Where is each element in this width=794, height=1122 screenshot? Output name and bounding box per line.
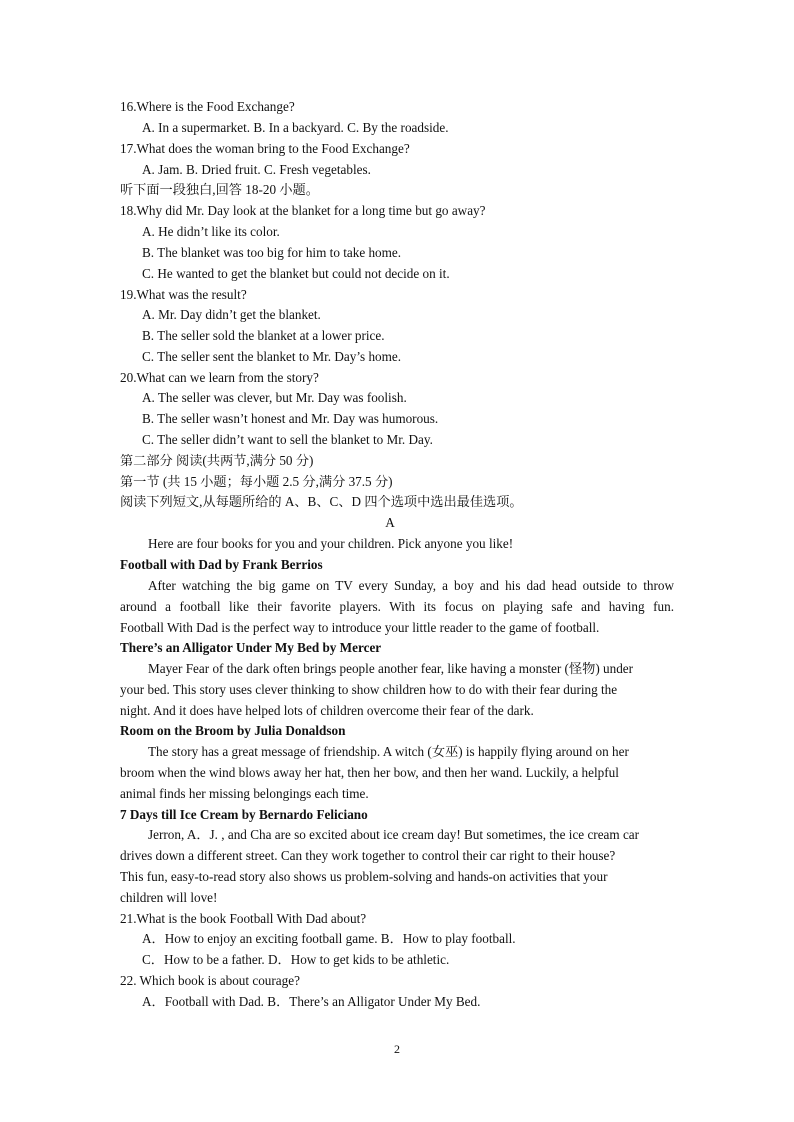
book-2-line-2: your bed. This story uses clever thinking to show children how to do with their fear during the	[120, 682, 618, 697]
q19-option-c: C. The seller sent the blanket to Mr. Day’s home.	[142, 349, 402, 364]
book-1-line-1: After watching the big game on TV every Sunday, a boy and his dad head outside to throw	[148, 578, 674, 593]
passage-label: A	[385, 515, 395, 530]
question-22: 22. Which book is about courage?	[120, 973, 300, 988]
book-title-3: Room on the Broom by Julia Donaldson	[120, 723, 346, 738]
book-4-line-4: children will love!	[120, 890, 218, 905]
book-3-line-1: The story has a great message of friendship. A witch (女巫) is happily flying around on her	[148, 744, 629, 759]
reading-instruction: 阅读下列短文,从每题所给的 A、B、C、D 四个选项中选出最佳选项。	[120, 494, 523, 509]
q21-options-cd: C．How to be a father. D．How to get kids to be athletic.	[142, 952, 450, 967]
question-19: 19.What was the result?	[120, 287, 247, 302]
q21-options-ab: A．How to enjoy an exciting football game. B．How to play football.	[142, 931, 516, 946]
q20-option-c: C. The seller didn’t want to sell the blanket to Mr. Day.	[142, 432, 433, 447]
q16-options: A. In a supermarket. B. In a backyard. C. By the roadside.	[142, 120, 449, 135]
q19-option-a: A. Mr. Day didn’t get the blanket.	[142, 307, 321, 322]
book-title-2: There’s an Alligator Under My Bed by Mercer	[120, 640, 382, 655]
part-two-heading: 第二部分 阅读(共两节,满分 50 分)	[120, 453, 314, 468]
question-16: 16.Where is the Food Exchange?	[120, 99, 295, 114]
section-one-heading: 第一节 (共 15 小题；每小题 2.5 分,满分 37.5 分)	[120, 474, 393, 489]
book-title-4: 7 Days till Ice Cream by Bernardo Feliciano	[120, 807, 368, 822]
book-2-line-1: Mayer Fear of the dark often brings people another fear, like having a monster (怪物) under	[148, 661, 634, 676]
question-21: 21.What is the book Football With Dad about?	[120, 911, 367, 926]
passage-intro: Here are four books for you and your children. Pick anyone you like!	[148, 536, 514, 551]
q20-option-b: B. The seller wasn’t honest and Mr. Day was humorous.	[142, 411, 439, 426]
q19-option-b: B. The seller sold the blanket at a lower price.	[142, 328, 385, 343]
question-17: 17.What does the woman bring to the Food Exchange?	[120, 141, 410, 156]
q18-option-c: C. He wanted to get the blanket but could not decide on it.	[142, 266, 450, 281]
q18-option-a: A. He didn’t like its color.	[142, 224, 280, 239]
section-instruction: 听下面一段独白,回答 18-20 小题。	[120, 182, 319, 197]
question-20: 20.What can we learn from the story?	[120, 370, 319, 385]
q18-option-b: B. The blanket was too big for him to take home.	[142, 245, 402, 260]
book-3-line-3: animal finds her missing belongings each time.	[120, 786, 369, 801]
book-3-line-2: broom when the wind blows away her hat, then her bow, and then her wand. Luckily, a helpful	[120, 765, 619, 780]
book-title-1: Football with Dad by Frank Berrios	[120, 557, 323, 572]
book-4-line-1: Jerron, A．J. , and Cha are so excited about ice cream day! But sometimes, the ice cream car	[148, 827, 640, 842]
book-2-line-3: night. And it does have helped lots of children overcome their fear of the dark.	[120, 703, 534, 718]
book-1-line-2: around a football like their favorite players. With its focus on playing safe and having fun.	[120, 599, 674, 614]
question-18: 18.Why did Mr. Day look at the blanket for a long time but go away?	[120, 203, 486, 218]
q20-option-a: A. The seller was clever, but Mr. Day was foolish.	[142, 390, 407, 405]
page-number: 2	[394, 1042, 400, 1056]
book-4-line-3: This fun, easy-to-read story also shows us problem-solving and hands-on activities that your	[120, 869, 608, 884]
book-4-line-2: drives down a different street. Can they work together to control their car right to their house?	[120, 848, 616, 863]
book-1-line-3: Football With Dad is the perfect way to introduce your little reader to the game of football.	[120, 620, 600, 635]
q17-options: A. Jam. B. Dried fruit. C. Fresh vegetables.	[142, 162, 371, 177]
q22-options-ab: A．Football with Dad. B．There’s an Alligator Under My Bed.	[142, 994, 481, 1009]
